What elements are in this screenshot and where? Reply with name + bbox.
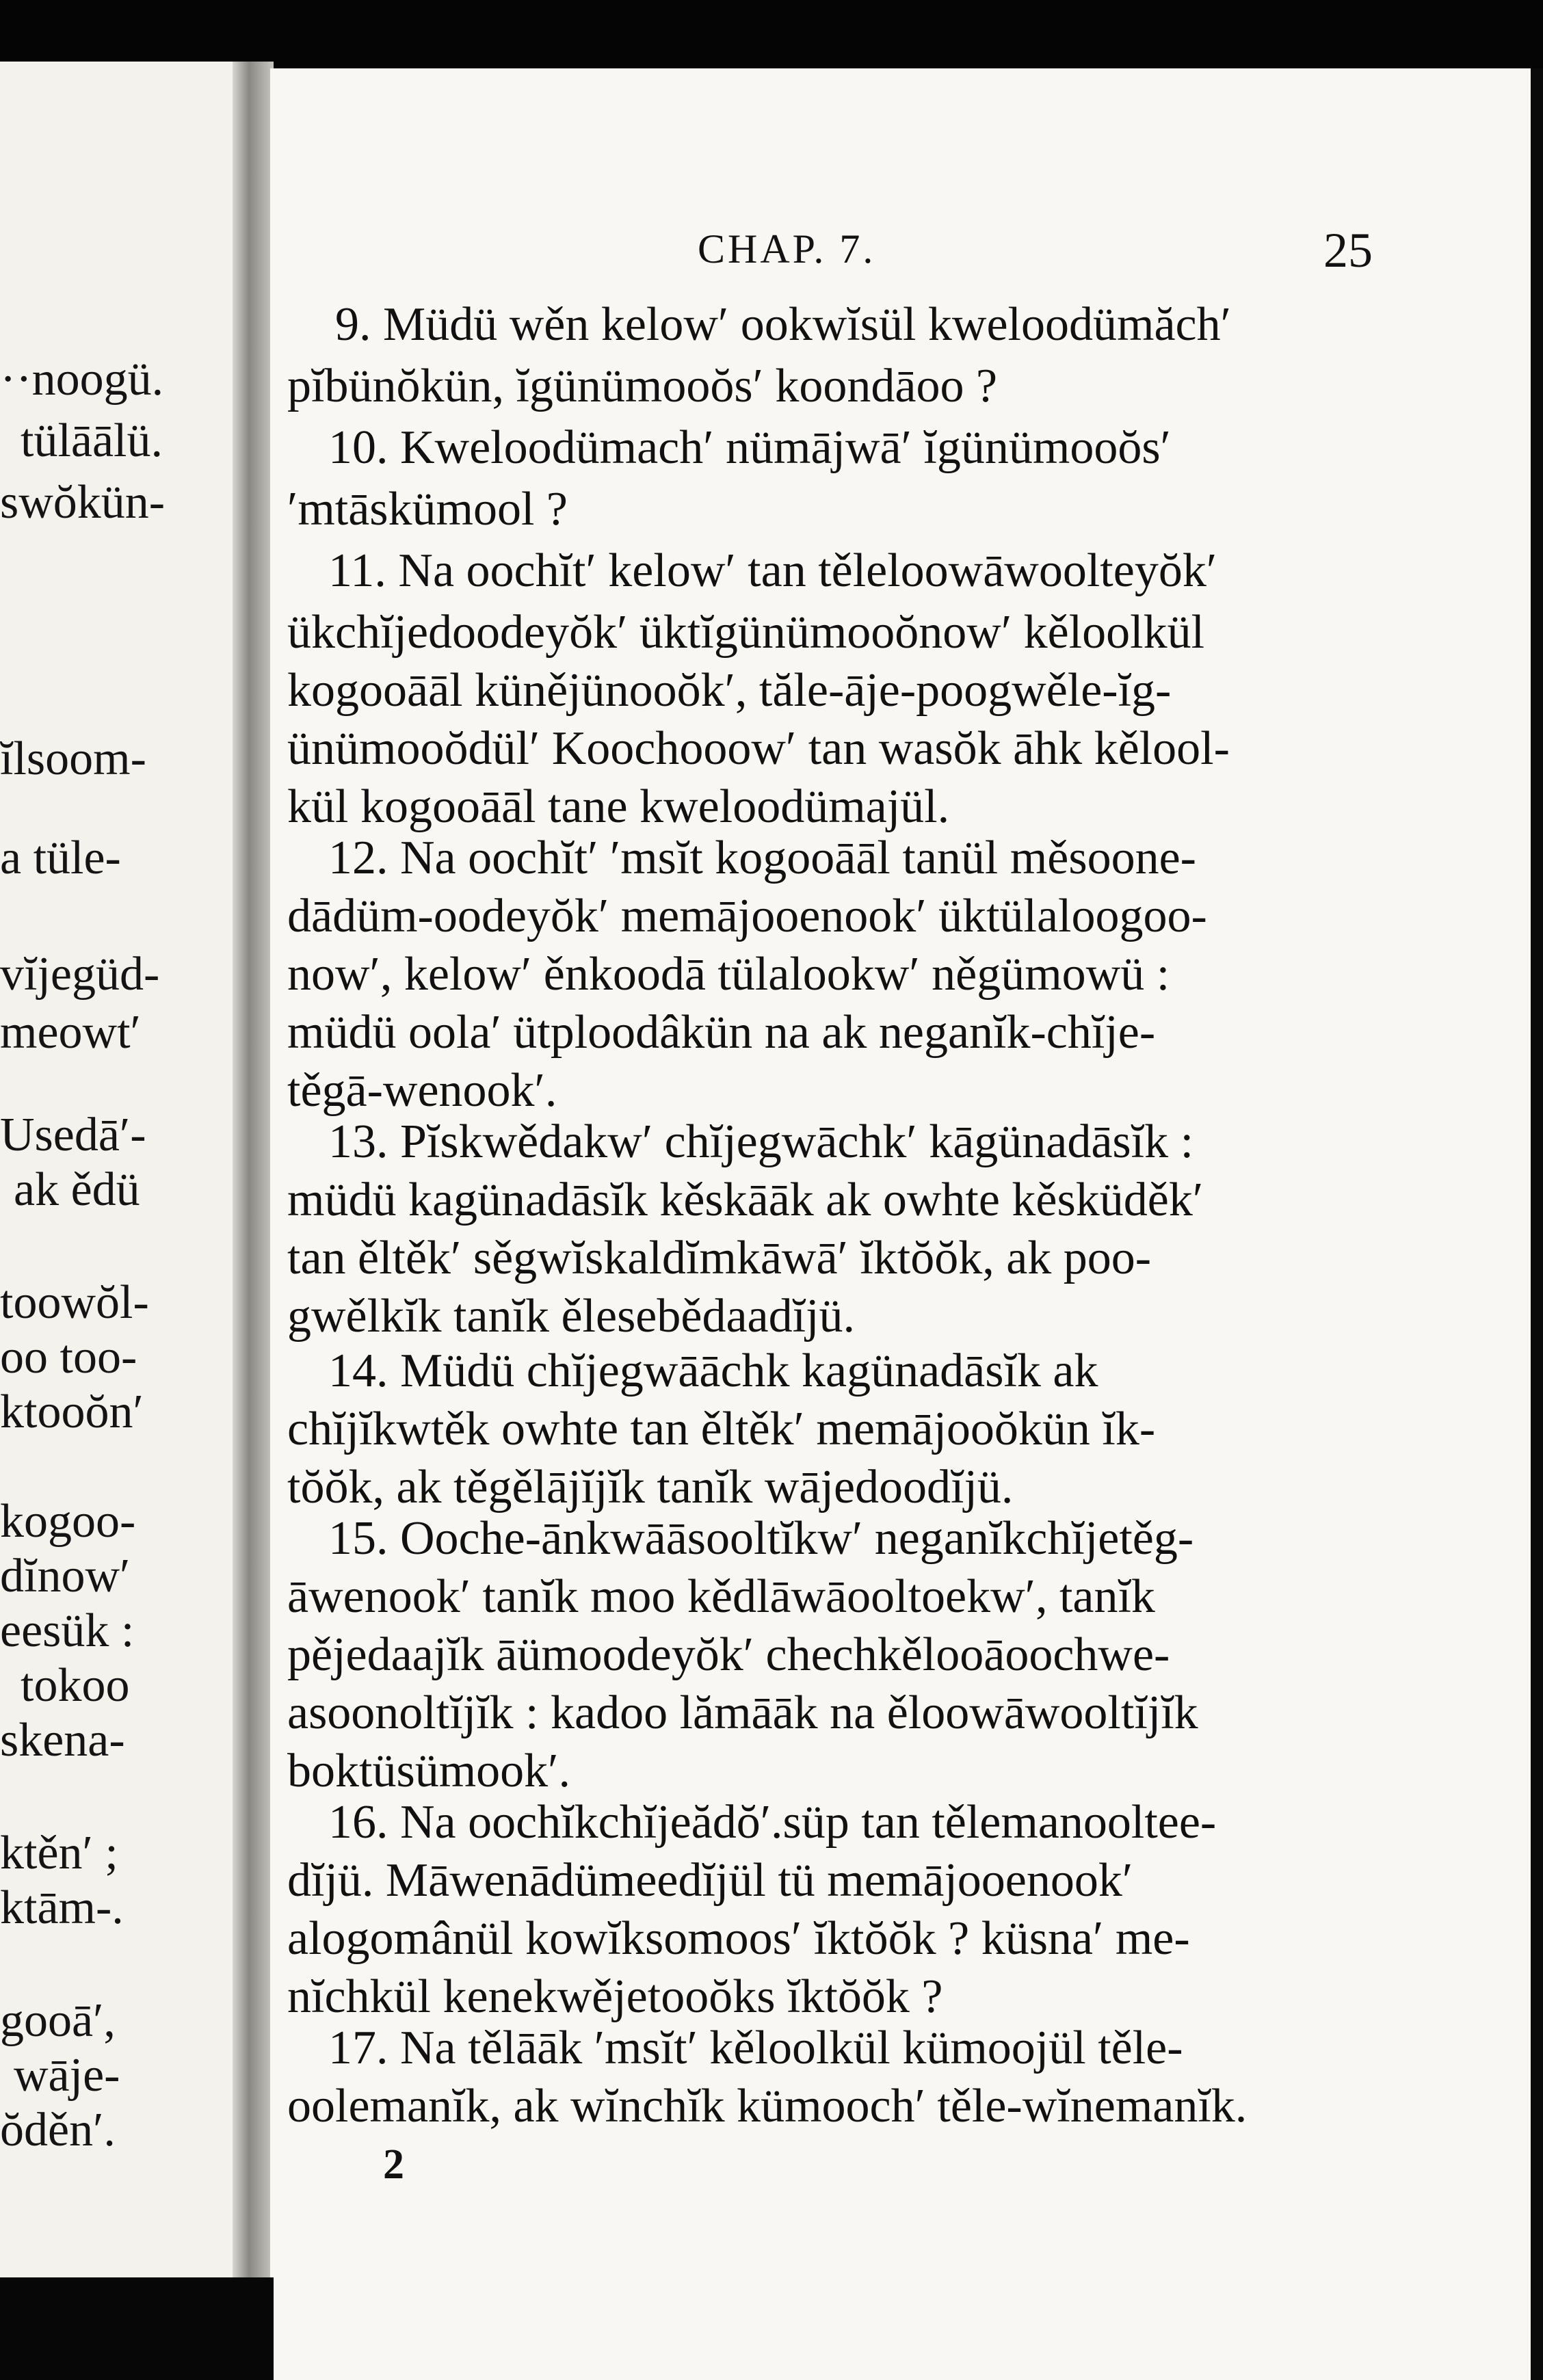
- left-fragment: toowŏl-: [0, 1276, 149, 1329]
- text-line: pějedaajĭk āümoodeyŏk′ chechkělooāoochwe-: [287, 1628, 1170, 1681]
- text-line: ükchĭjedoodeyŏk′ üktĭgünümooŏnow′ kěloolkül: [287, 606, 1205, 659]
- left-fragment: meowt′: [0, 1006, 141, 1059]
- facing-page-left: [0, 62, 243, 2277]
- text-line: 15. Ooche-ānkwāāsooltĭkw′ neganĭkchĭjetěg-: [328, 1512, 1194, 1565]
- text-line: dĭjü. Māwenādümeedĭjül tü memājooenook′: [287, 1854, 1133, 1907]
- book-gutter: [233, 62, 274, 2312]
- left-fragment: tokoo: [21, 1659, 130, 1712]
- left-fragment: oo too-: [0, 1331, 137, 1384]
- text-line: tŏŏk, ak těgělājĭjĭk tanĭk wājedoodĭjü.: [287, 1461, 1014, 1513]
- text-line: asoonoltĭjĭk : kadoo lămāāk na ěloowāwooltĭjĭk: [287, 1687, 1198, 1739]
- left-fragment: ktām-.: [0, 1881, 124, 1934]
- left-fragment: dĭnow′: [0, 1550, 131, 1602]
- text-line: now′, kelow′ ěnkoodā tülalookw′ něgümowü :: [287, 948, 1170, 1001]
- left-fragment: tülāālü.: [21, 414, 163, 467]
- text-line: ′mtāskümool ?: [287, 483, 568, 536]
- text-line: oolemanĭk, ak wĭnchĭk kümooch′ těle-wĭnemanĭk.: [287, 2080, 1248, 2132]
- page-number: 25: [1323, 223, 1373, 278]
- left-fragment: ktěn′ ;: [0, 1827, 118, 1879]
- text-line: dādüm-oodeyŏk′ memājooenook′ üktülaloogoo-: [287, 890, 1207, 942]
- text-line: chĭjĭkwtěk owhte tan ěltěk′ memājooŏkün ĭk-: [287, 1403, 1156, 1455]
- text-line: 14. Müdü chĭjegwāāchk kagünadāsĭk ak: [328, 1345, 1098, 1397]
- text-line: 9. Müdü wěn kelow′ ookwĭsül kweloodümăch′: [335, 298, 1231, 351]
- text-line: ünümooŏdül′ Koochooow′ tan wasŏk āhk kělool-: [287, 722, 1230, 775]
- text-line: alogomânül kowĭksomoos′ ĭktŏŏk ? küsna′ me-: [287, 1912, 1190, 1965]
- text-line: 10. Kweloodümach′ nümājwā′ ĭgünümooŏs′: [328, 421, 1171, 474]
- left-fragment: wāje-: [14, 2049, 120, 2102]
- text-line: müdü kagünadāsĭk kěskāāk ak owhte kěsküděk′: [287, 1174, 1204, 1226]
- scan-bottom-border: [0, 2277, 274, 2380]
- left-fragment: ĭlsoom-: [0, 732, 146, 785]
- left-fragment: skena-: [0, 1714, 125, 1767]
- left-fragment: kogoo-: [0, 1495, 136, 1548]
- left-fragment: ŏděn′.: [0, 2104, 116, 2156]
- text-line: pĭbünŏkün, ĭgünümooŏs′ koondāoo ?: [287, 360, 998, 412]
- text-line: kogooāāl künějünooŏk′, tăle-āje-poogwěle-ĭg-: [287, 664, 1172, 717]
- signature-mark: 2: [383, 2141, 404, 2188]
- text-line: müdü oola′ ütploodâkün na ak neganĭk-chĭje-: [287, 1006, 1156, 1059]
- left-fragment: gooā′,: [0, 1994, 116, 2047]
- left-fragment: Usedā′-: [0, 1109, 146, 1161]
- text-line: těgā-wenook′.: [287, 1064, 557, 1117]
- text-line: gwělkĭk tanĭk ělesebědaadĭjü.: [287, 1290, 855, 1343]
- left-fragment: swŏkün-: [0, 476, 166, 529]
- left-fragment: vĭjegüd-: [0, 948, 160, 1001]
- text-line: kül kogooāāl tane kweloodümajül.: [287, 780, 950, 833]
- left-fragment: ··noogü.: [0, 353, 164, 406]
- text-line: 11. Na oochĭt′ kelow′ tan těleloowāwoolteyŏk′: [328, 544, 1217, 597]
- left-fragment: eesük :: [0, 1604, 135, 1657]
- text-line: āwenook′ tanĭk moo kědlāwāooltoekw′, tanĭk: [287, 1570, 1155, 1623]
- text-line: tan ěltěk′ sěgwĭskaldĭmkāwā′ ĭktŏŏk, ak poo-: [287, 1232, 1152, 1284]
- text-line: 17. Na tělāāk ′msĭt′ kěloolkül kümoojül těle-: [328, 2022, 1183, 2074]
- left-fragment: a tüle-: [0, 832, 121, 884]
- scan-right-border: [1531, 68, 1543, 2380]
- text-line: 13. Pĭskwědakw′ chĭjegwāchk′ kāgünadāsĭk :: [328, 1115, 1194, 1168]
- scan-top-border: [0, 0, 1543, 68]
- left-fragment: ak ědü: [14, 1163, 140, 1216]
- running-head-chapter: CHAP. 7.: [698, 226, 876, 272]
- text-line: 16. Na oochĭkchĭjeădŏ′.süp tan tělemanooltee-: [328, 1796, 1217, 1849]
- text-line: boktüsümook′.: [287, 1745, 570, 1797]
- left-fragment: ktooŏn′: [0, 1386, 144, 1438]
- text-line: 12. Na oochĭt′ ′msĭt kogooāāl tanül měsoone-: [328, 832, 1196, 884]
- text-line: nĭchkül kenekwějetooŏks ĭktŏŏk ?: [287, 1970, 943, 2023]
